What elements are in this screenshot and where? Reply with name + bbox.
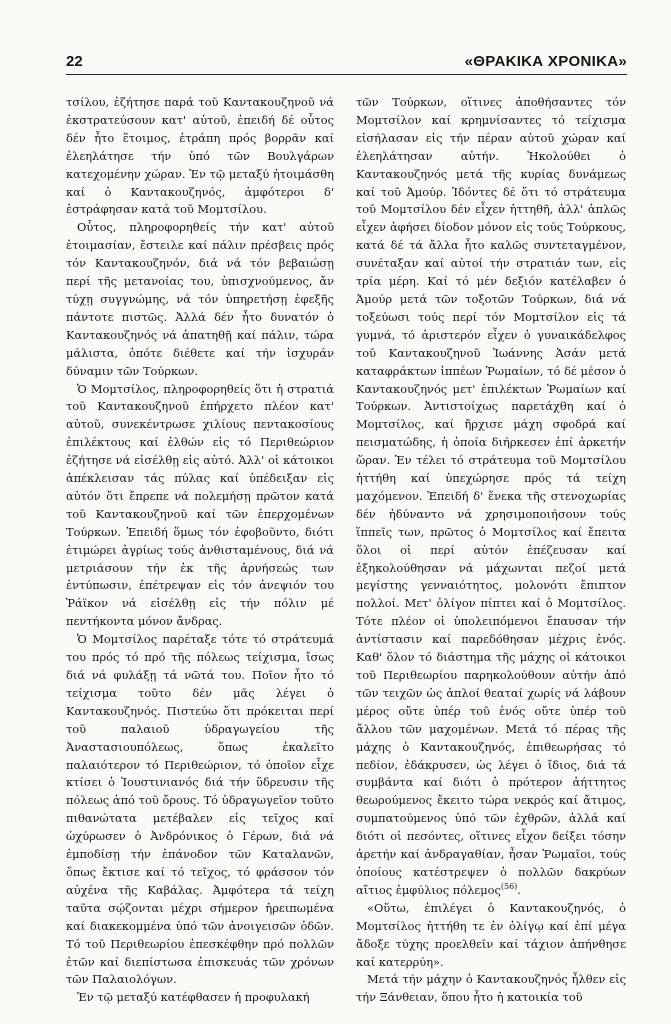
page-header	[66, 52, 627, 75]
paragraph: Μετά τήν μάχην ὁ Καντακουζηνός ἦλθεν εἰς τήν Ξάνθειαν, ὅπου ἦτο ἡ κατοικία τοῦ	[356, 972, 626, 1005]
paragraph: τσίλου, ἐζήτησε παρά τοῦ Καντακουζηνοῦ νά ἐκστρατεύσουν κατ' αὐτοῦ, ἐπειδή δέ οὗτος δέν ἦτο ἕτοιμος, ἐτράπη πρός βορρᾶν καί ἐλεηλάτησε τήν ὑπό τῶν Βουλγάρων κατεχομένην χώραν. Ἐν τῷ μεταξύ ἠτοιμάσθη καί ὁ Καντακουζηνός, ἀμφότεροι δ' ἐστράφησαν κατά τοῦ Μομτσίλου.	[66, 95, 334, 217]
paragraph: τῶν Τούρκων, οἵτινες ἀποθήσαντες τόν Μομτσίλον καί κρημνίσαντες τό τείχισμα εἰσήλασαν εἰς τήν πέραν αὐτοῦ χώραν καί ἐλεηλάτησαν αὐτήν. Ἠκολούθει ὁ Καντακουζηνός μετά τῆς κυρίας δυνάμεως καί τοῦ Ἀμούρ. Ἰδόντες δέ ὅτι τό στράτευμα τοῦ Μομτσίλου δέν εἶχεν ἡττηθῆ, ἀλλ' ἁπλῶς εἶχεν ἀφήσει δίοδον μόνον εἰς τούς Τούρκους, κατά δέ τά ἄλλα ἦτο καλῶς συντεταγμένον, συνέταξαν καί αὐτοί τήν στρατιάν των, εἰς τρία μέρη. Καί τό μέν δεξιόν κατέλαβεν ὁ Ἀμούρ μετά τῶν τοξοτῶν Τούρκων, διά νά τοξεύωσι τούς περί τόν Μομτσίλον εἰς τά γυμνά, τό ἀριστερόν εἶχεν ὁ γυναικάδελφος τοῦ Καντακουζηνοῦ Ἰωάννης Ἀσάν μετά καταφράκτων ἱππέων Ῥωμαίων, τό δέ μέσον ὁ Καντακουζηνός μετ' ἐπιλέκτων Ῥωμαίων καί Τούρκων. Ἀντιστοίχως παρετάχθη καί ὁ Μομτσίλος, καί ἤρχισε μάχη σφοδρά καί πεισματώδης, ἡ ὁποία διήρκεσεν ἐπί ἀρκετήν ὥραν. Ἐν τέλει τό στράτευμα τοῦ Μομτσίλου ἡττήθη καί ὑπεχώρησε πρός τά τείχη μαχόμενον. Ἐπειδή δ' ἕνεκα τῆς στενοχωρίας δέν ἠδύναντο νά χρησιμοποιήσουν τούς ἵππεῖς των, πρῶτος ὁ Μομτσίλος καί ἔπειτα ὅλοι οἱ περί αὐτόν ἐπέζευσαν καί ἐξηκολούθησαν νά μάχωνται πεζοί μετά μεγίστης γενναιότητος, μολονότι ἔπιπτον πολλοί. Μετ' ὀλίγον πίπτει καί ὁ Μομτσίλος. Τότε πλέον οἱ ὑπολειπόμενοι ἔπαυσαν τήν ἀντίστασιν καί παρεδόθησαν μέχρις ἑνός. Καθ' ὅλον τό διάστημα τῆς μάχης οἱ κάτοικοι τοῦ Περιθεωρίου παρηκολούθουν αὐτήν ἀπό τῶν τειχῶν ὡς ἁπλοί θεαταί χωρίς νά λάβουν μέρος οὔτε ὑπέρ τοῦ ἑνός οὔτε ὑπέρ τοῦ ἄλλου τῶν μαχομένων. Μετά τό πέρας τῆς μάχης ὁ Καντακουζηνός, ἐπιθεωρήσας τό πεδίον, ἐδάκρυσεν, ὡς λέγει ὁ ἴδιος, διά τά συμβάντα καί διότι ὁ πρότερον ἀήττητος θεωρούμενος ἔκειτο τώρα νεκρός καί ἄτιμος, συμπατούμενος ὑπό τῶν ἐχθρῶν, ἀλλά καί διότι οἱ πεσόντες, οἵτινες εἶχον δείξει τόσην ἀρετήν καί ἀνδραγαθίαν, ἦσαν Ῥωμαῖοι, τούς ὁποίους κατέστρεψεν ὁ πολλῶν δακρύων αἴτιος ἐμφύλιος πόλεμος$^{(56)}$.	[356, 95, 626, 897]
journal-title: «ΘΡΑΚΙΚΑ ΧΡΟΝΙΚΑ»	[464, 53, 627, 70]
page-number: 22	[66, 53, 83, 70]
paragraph: Ὁ Μομτσίλος, πληροφορηθείς ὅτι ἡ στρατιά τοῦ Καντακουζηνοῦ ἐπήρχετο πλέον κατ' αὐτοῦ, συνεκέντρωσε χιλίους πεντακοσίους ἐπιλέκτους καί ἐλθών εἰς τό Περιθεώριον ἐζήτησε νά εἰσέλθῃ εἰς αὐτό. Ἀλλ' οἱ κάτοικοι ἀπέκλεισαν τάς πύλας καί ὑπέδειξαν εἰς αὐτόν ὅτι ἔπρεπε νά πολεμήσῃ πρῶτον κατά τοῦ Καντακουζηνοῦ καί τῶν ἐπερχομένων Τούρκων. Ἐπειδή ὅμως τόν ἐφοβοῦντο, διότι ἐτιμώρει ἀγρίως τούς ἀνθισταμένους, διά νά μετριάσουν τήν ἐκ τῆς ἀρνήσεώς των ἐντύπωσιν, ἐπέτρεψαν εἰς τόν ἀνεψιόν του Ῥάϊκον νά εἰσέλθῃ εἰς τήν πόλιν μέ πεντήκοντα μόνον ἄνδρας.	[66, 381, 334, 629]
paragraph: Ὁ Μομτσίλος παρέταξε τότε τό στράτευμά του πρός τό πρό τῆς πόλεως τείχισμα, ἴσως διά νά φυλάξῃ τά νῶτά του. Ποῖον ἦτο τό τείχισμα τοῦτο δέν μᾶς λέγει ὁ Καντακουζηνός. Πιστεύω ὅτι πρόκειται περί τοῦ παλαιοῦ ὑδραγωγείου τῆς Ἀναστασιουπόλεως, ὅπως ἐκαλεῖτο παλαιότερον τό Περιθεώριον, τό ὁποῖον εἶχε κτίσει ὁ Ἰουστινιανός διά τήν ὕδρευσιν τῆς πόλεως ἀπό τοῦ ὄρους. Τό ὑδραγωγεῖον τοῦτο πιθανώτατα μετέβαλεν εἰς τεῖχος καί ὠχύρωσεν ὁ Ἀνδρόνικος ὁ Γέρων, διά νά ἐμποδίσῃ τήν ἐπάνοδον τῶν Καταλανῶν, ὅπως ἔκτισε καί τό τεῖχος, τό φράσσον τόν αὐχένα τῆς Καβάλας. Ἀμφότερα τά τείχη ταῦτα σῴζονται μέχρι σήμερον ἠρειπωμένα καί διακεκομμένα ὑπό τῶν ἀνοιγεισῶν ὁδῶν. Τό τοῦ Περιθεωρίου ἐπεσκέφθην πρό πολλῶν ἐτῶν καί διεπίστωσα ἐπισκευάς τῶν χρόνων τῶν Παλαιολόγων.	[66, 632, 334, 987]
right-column	[356, 94, 626, 1007]
left-column	[66, 94, 334, 1007]
paragraph-text: τῶν Τούρκων, οἵτινες ἀποθήσαντες τόν Μομτσίλον καί κρημνίσαντες τό τείχισμα εἰσήλασαν εἰς τήν πέραν αὐτοῦ χώραν καί ἐλεηλάτησαν αὐτήν. Ἠκολούθει ὁ Καντακουζηνός μετά τῆς κυρίας δυνάμεως καί τοῦ Ἀμούρ. Ἰδόντες δέ ὅτι τό στράτευμα τοῦ Μομτσίλου δέν εἶχεν ἡττηθῆ, ἀλλ' ἁπλῶς εἶχεν ἀφήσει δίοδον μόνον εἰς τούς Τούρκους, κατά δέ τά ἄλλα ἦτο καλῶς συντεταγμένον, συνέταξαν καί αὐτοί τήν στρατιάν των, εἰς τρία μέρη. Καί τό μέν δεξιόν κατέλαβεν ὁ Ἀμούρ μετά τῶν τοξοτῶν Τούρκων, διά νά τοξεύωσι τούς περί τόν Μομτσίλον εἰς τά γυμνά, τό ἀριστερόν εἶχεν ὁ γυναικάδελφος τοῦ Καντακουζηνοῦ Ἰωάννης Ἀσάν μετά καταφράκτων ἱππέων Ῥωμαίων, τό δέ μέσον ὁ Καντακουζηνός μετ' ἐπιλέκτων Ῥωμαίων καί Τούρκων. Ἀντιστοίχως παρετάχθη καί ὁ Μομτσίλος, καί ἤρχισε μάχη σφοδρά καί πεισματώδης, ἡ ὁποία διήρκεσεν ἐπί ἀρκετήν ὥραν. Ἐν τέλει τό στράτευμα τοῦ Μομτσίλου ἡττήθη καί ὑπεχώρησε πρός τά τείχη μαχόμενον. Ἐπειδή δ' ἕνεκα τῆς στενοχωρίας δέν ἠδύναντο νά χρησιμοποιήσουν τούς ἵππεῖς των, πρῶτος ὁ Μομτσίλος καί ἔπειτα ὅλοι οἱ περί αὐτόν ἐπέζευσαν καί ἐξηκολούθησαν νά μάχωνται πεζοί μετά μεγίστης γενναιότητος, μολονότι ἔπιπτον πολλοί. Μετ' ὀλίγον πίπτει καί ὁ Μομτσίλος. Τότε πλέον οἱ ὑπολειπόμενοι ἔπαυσαν τήν ἀντίστασιν καί παρεδόθησαν μέχρις ἑνός. Καθ' ὅλον τό διάστημα τῆς μάχης οἱ κάτοικοι τοῦ Περιθεωρίου παρηκολούθουν αὐτήν ἀπό τῶν τειχῶν ὡς ἁπλοί θεαταί χωρίς νά λάβουν μέρος οὔτε ὑπέρ τοῦ ἑνός οὔτε ὑπέρ τοῦ ἄλλου τῶν μαχομένων. Μετά τό πέρας τῆς μάχης ὁ Καντακουζηνός, ἐπιθεωρήσας τό πεδίον, ἐδάκρυσεν, ὡς λέγει ὁ ἴδιος, διά τά συμβάντα καί διότι ὁ πρότερον ἀήττητος θεωρούμενος ἔκειτο τώρα νεκρός καί ἄτιμος, συμπατούμενος ὑπό τῶν ἐχθρῶν, ἀλλά καί διότι οἱ πεσόντες, οἵτινες εἶχον δείξει τόσην ἀρετήν καί ἀνδραγαθίαν, ἦσαν Ῥωμαῖοι, τούς ὁποίους κατέστρεψεν ὁ πολλῶν δακρύων αἴτιος ἐμφύλιος πόλεμος	[356, 95, 626, 897]
quotation-paragraph: «Οὕτω, ἐπιλέγει ὁ Καντακουζηνός, ὁ Μομτσίλος ἡττήθη τε ἐν ὀλίγῳ καί ἐπί μέγα ἄδοξε τύχης προελθεῖν καί τάχιον ἀπήνθησε καί κατερρύη».	[356, 900, 626, 969]
footnote-reference: (56)	[500, 882, 518, 892]
paragraph: Ἐν τῷ μεταξύ κατέφθασεν ἡ προφυλακή	[77, 990, 310, 1005]
paragraph: Οὗτος, πληροφορηθείς τήν κατ' αὐτοῦ ἑτοιμασίαν, ἔστειλε καί πάλιν πρέσβεις πρός τόν Καντακουζηνόν, διά νά τόν βεβαιώσῃ περί τῆς μετανοίας του, ὑπισχνούμενος, ἄν τύχῃ συγγνώμης, νά τόν ὑπηρετήσῃ ἐφεξῆς πάντοτε πιστῶς. Ἀλλά δέν ἦτο δυνατόν ὁ Καντακουζηνός νά ἀπατηθῇ καί πάλιν, τώρα μάλιστα, ὁπότε διέθετε καί τήν ἰσχυράν δύναμιν τῶν Τούρκων.	[66, 220, 334, 378]
